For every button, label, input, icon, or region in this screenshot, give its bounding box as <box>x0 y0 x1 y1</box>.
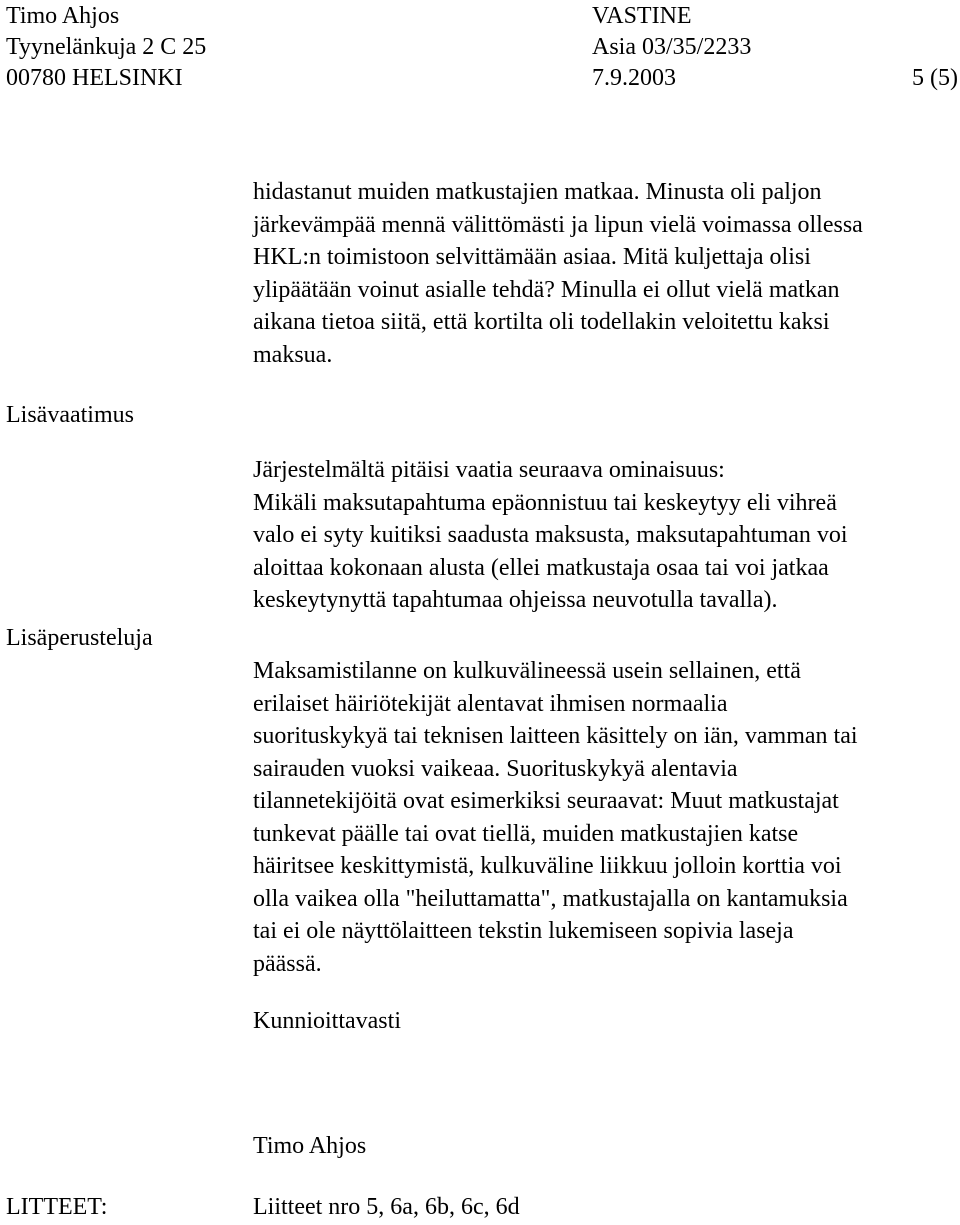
justification-label: Lisäperusteluja <box>6 625 153 651</box>
text-line: Maksamistilanne on kulkuvälineessä usein sellainen, että <box>253 658 801 684</box>
demand-label: Lisävaatimus <box>6 402 134 428</box>
text-line: aloittaa kokonaan alusta (ellei matkustaja osaa tai voi jatkaa <box>253 554 829 581</box>
text-line: häiritsee keskittymistä, kulkuväline liikkuu jolloin korttia voi <box>253 853 842 879</box>
text-line: erilaiset häiriötekijät alentavat ihmisen normaalia <box>253 690 728 717</box>
document-type: VASTINE <box>592 3 692 29</box>
text-line: keskeytynyttä tapahtumaa ohjeissa neuvotulla tavalla). <box>253 587 778 613</box>
text-line: päässä. <box>253 950 322 977</box>
attachments-list: Liitteet nro 5, 6a, 6b, 6c, 6d <box>253 1194 520 1220</box>
sender-city: 00780 HELSINKI <box>6 65 183 91</box>
text-line: HKL:n toimistoon selvittämään asiaa. Mitä kuljettaja olisi <box>253 244 811 270</box>
text-line: Mikäli maksutapahtuma epäonnistuu tai keskeytyy eli vihreä <box>253 489 837 516</box>
text-line: sairauden vuoksi vaikeaa. Suorituskykyä alentavia <box>253 755 738 782</box>
text-line: järkevämpää mennä välittömästi ja lipun vielä voimassa ollessa <box>253 211 863 238</box>
sender-name: Timo Ahjos <box>6 3 120 29</box>
page-number: 5 (5) <box>912 65 958 91</box>
document-date: 7.9.2003 <box>592 65 676 91</box>
text-line: ylipäätään voinut asialle tehdä? Minulla ei ollut vielä matkan <box>253 276 840 303</box>
demand-paragraph <box>253 454 960 617</box>
case-reference: Asia 03/35/2233 <box>592 34 752 60</box>
text-line: maksua. <box>253 341 333 368</box>
text-line: Järjestelmältä pitäisi vaatia seuraava ominaisuus: <box>253 457 725 483</box>
text-line: olla vaikea olla "heiluttamatta", matkustajalla on kantamuksia <box>253 885 848 912</box>
text-line: tilannetekijöitä ovat esimerkiksi seuraavat: Muut matkustajat <box>253 788 839 814</box>
sender-street: Tyynelänkuja 2 C 25 <box>6 34 207 60</box>
text-line: tai ei ole näyttölaitteen tekstin lukemiseen sopivia laseja <box>253 918 794 944</box>
signature-name: Timo Ahjos <box>253 1133 367 1159</box>
text-line: aikana tietoa siitä, että kortilta oli todellakin veloitettu kaksi <box>253 309 830 335</box>
text-line: hidastanut muiden matkustajien matkaa. Minusta oli paljon <box>253 179 822 205</box>
continuation-paragraph <box>253 176 960 371</box>
attachments-label: LITTEET: <box>6 1194 108 1220</box>
text-line: valo ei syty kuitiksi saadusta maksusta, maksutapahtuman voi <box>253 522 848 548</box>
text-line: suorituskykyä tai teknisen laitteen käsittely on iän, vamman tai <box>253 723 858 749</box>
text-line: tunkevat päälle tai ovat tiellä, muiden matkustajien katse <box>253 820 799 847</box>
closing-salutation: Kunnioittavasti <box>253 1008 401 1034</box>
justification-paragraph <box>253 655 960 980</box>
